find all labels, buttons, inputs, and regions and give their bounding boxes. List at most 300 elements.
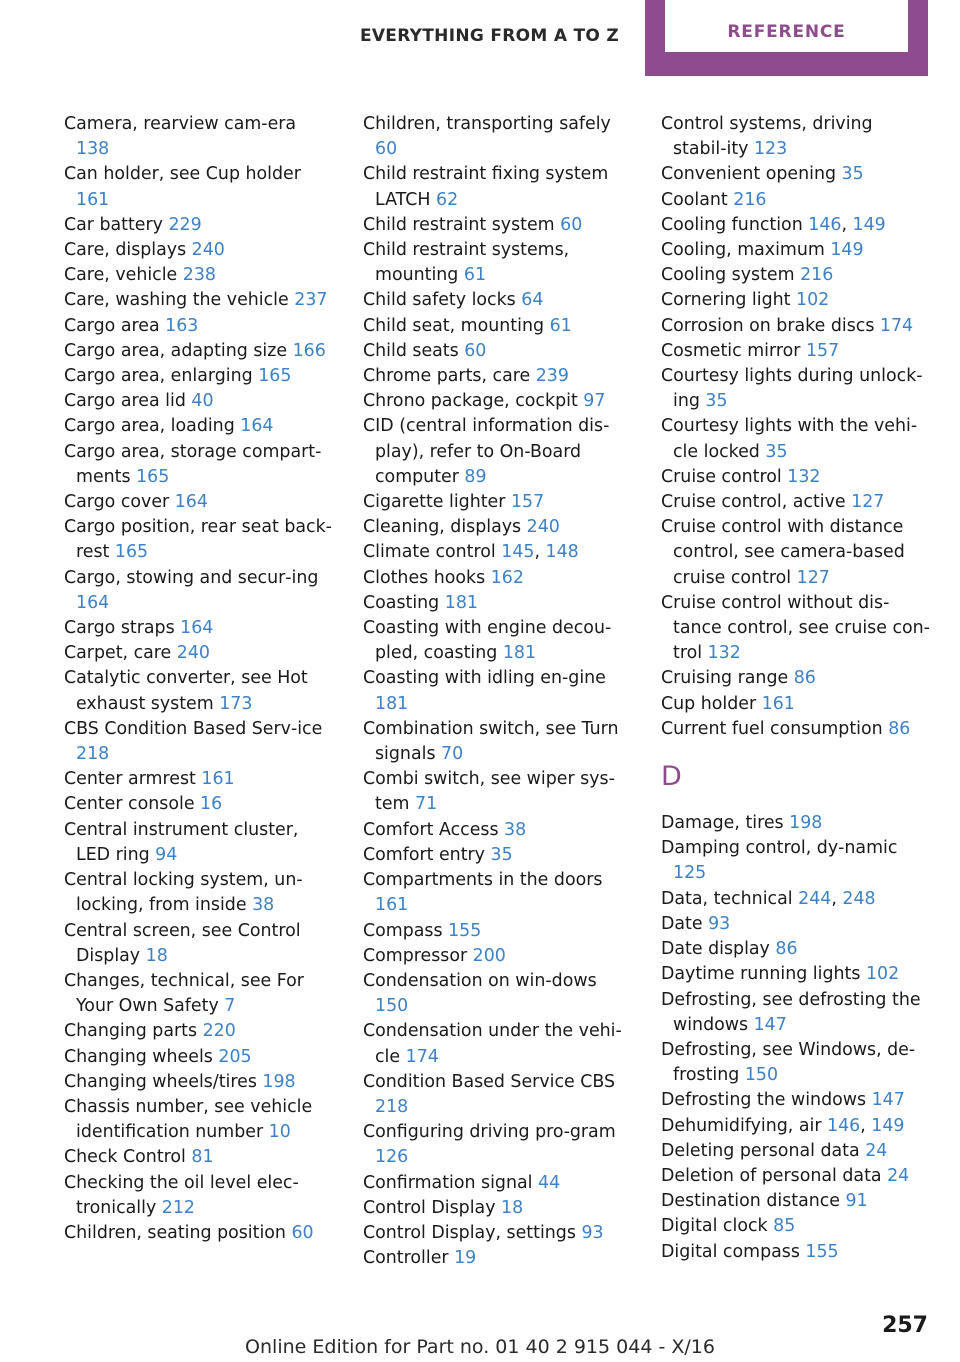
index-entry bbox=[64, 414, 334, 439]
index-column-3 bbox=[661, 112, 931, 1265]
page-link[interactable]: 138 bbox=[76, 139, 110, 160]
index-entry bbox=[363, 339, 633, 364]
index-entry-text: Children, seating position bbox=[64, 1222, 292, 1243]
chapter-tab[interactable] bbox=[645, 0, 928, 76]
index-entry-text: Center console bbox=[64, 794, 201, 815]
index-entry-text: Central instrument cluster, LED ring bbox=[64, 819, 299, 865]
index-entry bbox=[64, 818, 334, 868]
index-entry bbox=[661, 112, 931, 162]
index-entry bbox=[661, 591, 931, 667]
index-entry bbox=[363, 213, 633, 238]
index-entry-text: Comfort Access bbox=[363, 819, 505, 840]
index-entry bbox=[64, 213, 334, 238]
page-link[interactable]: 19 bbox=[454, 1248, 477, 1269]
index-entry-text: Cargo cover bbox=[64, 492, 175, 513]
page-link[interactable]: 161 bbox=[761, 693, 795, 714]
index-entry-text: Condensation under the vehi‐cle bbox=[363, 1021, 622, 1067]
index-entry-text: Catalytic converter, see Hot exhaust system bbox=[64, 668, 308, 714]
index-entry-text: Digital compass bbox=[661, 1241, 806, 1262]
index-entry-text: Courtesy lights during unlock‐ing bbox=[661, 366, 923, 412]
page-link[interactable]: 149 bbox=[852, 214, 886, 235]
page-link[interactable]: 165 bbox=[136, 466, 170, 487]
index-entry bbox=[661, 238, 931, 263]
page-link[interactable]: 127 bbox=[851, 492, 885, 513]
section-title: EVERYTHING FROM A TO Z bbox=[359, 26, 619, 46]
index-entry bbox=[363, 818, 633, 843]
index-entry bbox=[64, 364, 334, 389]
page-link[interactable]: 64 bbox=[521, 290, 544, 311]
index-entry bbox=[64, 969, 334, 1019]
index-entry-text: Clothes hooks bbox=[363, 567, 491, 588]
page-link[interactable]: 126 bbox=[375, 1147, 409, 1168]
index-entry bbox=[363, 1221, 633, 1246]
page-link[interactable]: 173 bbox=[219, 693, 253, 714]
index-entry-text: Control Display, settings bbox=[363, 1222, 582, 1243]
index-entry bbox=[64, 314, 334, 339]
page-link[interactable]: 147 bbox=[871, 1090, 905, 1111]
index-entry bbox=[363, 868, 633, 918]
index-entry-text: Coasting with engine decou‐pled, coasting bbox=[363, 618, 612, 664]
index-entry-text: Climate control bbox=[363, 542, 502, 563]
index-column-1 bbox=[64, 112, 334, 1246]
index-entry bbox=[64, 162, 334, 212]
index-entry-text: Child safety locks bbox=[363, 290, 522, 311]
index-entry bbox=[661, 188, 931, 213]
index-entry bbox=[363, 969, 633, 1019]
index-entry-text: Children, transporting safely bbox=[363, 114, 611, 134]
page-link[interactable]: 24 bbox=[887, 1165, 910, 1186]
index-entry bbox=[661, 213, 931, 238]
page-link[interactable]: 102 bbox=[796, 290, 830, 311]
index-entry bbox=[661, 515, 931, 591]
page-link[interactable]: 61 bbox=[463, 265, 487, 286]
page-link[interactable]: 248 bbox=[842, 888, 876, 909]
index-entry bbox=[363, 566, 633, 591]
index-entry-text: Date bbox=[661, 913, 709, 934]
index-entry bbox=[64, 389, 334, 414]
page-link[interactable]: 132 bbox=[707, 643, 741, 664]
index-entry-text: Defrosting the windows bbox=[661, 1090, 872, 1111]
index-entry bbox=[64, 1221, 334, 1246]
page-link[interactable]: 86 bbox=[775, 939, 798, 960]
index-entry bbox=[363, 389, 633, 414]
page-link[interactable]: 60 bbox=[291, 1222, 314, 1243]
index-entry-text: Care, vehicle bbox=[64, 265, 183, 286]
page-link[interactable]: 157 bbox=[510, 492, 545, 513]
page-link[interactable]: 198 bbox=[789, 813, 823, 834]
page-link[interactable]: 200 bbox=[472, 945, 506, 966]
page-link[interactable]: 239 bbox=[535, 366, 569, 387]
page-link[interactable]: 91 bbox=[845, 1191, 868, 1212]
page-link[interactable]: 164 bbox=[240, 416, 274, 437]
page-link[interactable]: 123 bbox=[753, 139, 788, 160]
page-link[interactable]: 161 bbox=[201, 769, 235, 790]
index-entry bbox=[64, 792, 334, 817]
index-entry bbox=[64, 490, 334, 515]
page-link[interactable]: 174 bbox=[879, 315, 914, 336]
page-separator: , bbox=[534, 542, 546, 563]
index-entry-text: Cargo area, adapting size bbox=[64, 340, 293, 361]
index-entry-text: Condensation on win‐dows bbox=[363, 970, 597, 991]
index-entry-text: Cooling function bbox=[661, 214, 809, 235]
index-entry bbox=[363, 314, 633, 339]
page-link[interactable]: 216 bbox=[800, 265, 834, 286]
index-entry bbox=[363, 717, 633, 767]
index-entry bbox=[661, 314, 931, 339]
index-entry-text: Cargo position, rear seat back‐rest bbox=[64, 517, 332, 563]
page-link[interactable]: 218 bbox=[76, 744, 110, 765]
page-link[interactable]: 7 bbox=[224, 996, 236, 1017]
index-entry bbox=[363, 364, 633, 389]
page-link[interactable]: 240 bbox=[526, 517, 560, 538]
index-entry-text: Can holder, see Cup holder bbox=[64, 164, 301, 185]
index-entry-text: Cruise control with distance control, see camera-based cruise control bbox=[661, 517, 905, 588]
page-link[interactable]: 60 bbox=[375, 139, 398, 160]
index-entry bbox=[363, 515, 633, 540]
page-link[interactable]: 125 bbox=[673, 863, 707, 884]
page-link[interactable]: 35 bbox=[841, 164, 864, 185]
index-entry bbox=[64, 1070, 334, 1095]
page-link[interactable]: 93 bbox=[581, 1222, 604, 1243]
index-entry bbox=[661, 962, 931, 987]
index-entry-text: Control systems, driving stabil‐ity bbox=[661, 114, 873, 160]
index-entry bbox=[64, 288, 334, 313]
page-link[interactable]: 229 bbox=[168, 214, 202, 235]
index-entry-text: Convenient opening bbox=[661, 164, 842, 185]
index-entry-text: Checking the oil level elec‐tronically bbox=[64, 1172, 299, 1218]
page-link[interactable]: 148 bbox=[545, 542, 579, 563]
page-link[interactable]: 220 bbox=[202, 1021, 236, 1042]
index-entry-text: Coolant bbox=[661, 189, 734, 210]
page-link[interactable]: 38 bbox=[504, 819, 527, 840]
index-entry bbox=[363, 1019, 633, 1069]
page-link[interactable]: 181 bbox=[375, 693, 409, 714]
index-entry-text: Coasting bbox=[363, 592, 445, 613]
index-entry bbox=[363, 1070, 633, 1120]
index-entry-text: Date display bbox=[661, 939, 776, 960]
index-entry bbox=[661, 465, 931, 490]
page-link[interactable]: 60 bbox=[464, 340, 487, 361]
footer-edition: Online Edition for Part no. 01 40 2 915 044 - X/16 bbox=[245, 1336, 715, 1358]
index-entry bbox=[363, 767, 633, 817]
index-entry bbox=[363, 616, 633, 666]
index-entry-text: Changes, technical, see For Your Own Safety bbox=[64, 970, 304, 1017]
page-link[interactable]: 18 bbox=[501, 1197, 524, 1218]
page-link[interactable]: 16 bbox=[200, 794, 223, 815]
page-link[interactable]: 240 bbox=[191, 240, 225, 261]
index-entry-text: Cargo, stowing and secur‐ing bbox=[64, 567, 319, 588]
index-entry bbox=[363, 591, 633, 616]
page-link[interactable]: 93 bbox=[708, 913, 731, 934]
index-entry bbox=[64, 919, 334, 969]
page-separator: , bbox=[831, 888, 843, 909]
page-link[interactable]: 237 bbox=[294, 290, 328, 311]
page-link[interactable]: 146 bbox=[808, 214, 842, 235]
index-entry bbox=[661, 692, 931, 717]
page-link[interactable]: 132 bbox=[787, 466, 821, 487]
index-entry-text: Compartments in the doors bbox=[363, 870, 603, 891]
index-entry bbox=[661, 1164, 931, 1189]
index-entry bbox=[64, 717, 334, 767]
index-entry-text: Changing wheels/tires bbox=[64, 1071, 263, 1092]
page-link[interactable]: 198 bbox=[262, 1071, 296, 1092]
page-separator: , bbox=[860, 1115, 872, 1136]
index-entry-text: Central locking system, un‐locking, from inside bbox=[64, 870, 303, 916]
index-entry bbox=[64, 666, 334, 716]
index-entry bbox=[661, 988, 931, 1038]
index-entry bbox=[363, 1196, 633, 1221]
index-entry bbox=[661, 339, 931, 364]
index-entry bbox=[661, 1139, 931, 1164]
index-entry-text: Cosmetic mirror bbox=[661, 340, 806, 361]
page-link[interactable]: 62 bbox=[436, 189, 459, 210]
index-entry-text: Courtesy lights with the vehi‐cle locked bbox=[661, 416, 918, 462]
index-entry bbox=[363, 1171, 633, 1196]
index-entry-text: Chrono package, cockpit bbox=[363, 391, 584, 412]
index-entry-text: Corrosion on brake discs bbox=[661, 315, 880, 336]
index-entry-text: Coasting with idling en‐gine bbox=[363, 668, 606, 689]
index-entry-text: Data, technical bbox=[661, 888, 799, 909]
page-separator: , bbox=[841, 214, 853, 235]
index-entry-text: Cooling system bbox=[661, 265, 801, 286]
index-entry-text: Central screen, see Control Display bbox=[64, 920, 301, 966]
index-entry-text: Carpet, care bbox=[64, 643, 177, 664]
index-entry-text: Child restraint systems, mounting bbox=[363, 240, 570, 286]
index-entry-text: Daytime running lights bbox=[661, 964, 866, 985]
index-entry-text: Center armrest bbox=[64, 769, 202, 790]
index-entry bbox=[363, 162, 633, 212]
page-link[interactable]: 89 bbox=[464, 466, 487, 487]
index-entry bbox=[661, 364, 931, 414]
index-entry-text: Chassis number, see vehicle identification number bbox=[64, 1096, 313, 1143]
index-entry bbox=[64, 1095, 334, 1145]
index-entry-text: Condition Based Service CBS bbox=[363, 1071, 616, 1092]
index-entry-text: Compass bbox=[363, 920, 449, 941]
index-letter-heading: D bbox=[661, 761, 682, 793]
index-entry bbox=[661, 1038, 931, 1088]
index-entry bbox=[363, 288, 633, 313]
page-link[interactable]: 157 bbox=[805, 340, 840, 361]
index-entry-text: Deletion of personal data bbox=[661, 1165, 888, 1186]
index-entry-text: Damping control, dy‐namic bbox=[661, 838, 898, 859]
page-link[interactable]: 70 bbox=[441, 744, 464, 765]
index-entry bbox=[661, 490, 931, 515]
page-link[interactable]: 174 bbox=[405, 1046, 439, 1067]
index-entry bbox=[363, 540, 633, 565]
index-entry bbox=[661, 887, 931, 912]
index-entry-text: Camera, rearview cam‐era bbox=[64, 114, 297, 134]
page-link[interactable]: 85 bbox=[773, 1216, 796, 1237]
page-link[interactable]: 181 bbox=[502, 643, 537, 664]
index-entry bbox=[661, 1088, 931, 1113]
index-entry-text: Comfort entry bbox=[363, 844, 491, 865]
index-entry-text: Child restraint system bbox=[363, 214, 561, 235]
index-entry-text: Child seat, mounting bbox=[363, 315, 550, 336]
index-entry bbox=[363, 112, 633, 162]
index-entry-text: Cargo area, loading bbox=[64, 416, 241, 437]
index-entry-text: Compressor bbox=[363, 945, 473, 966]
index-entry bbox=[64, 515, 334, 565]
page-link[interactable]: 149 bbox=[830, 240, 864, 261]
index-entry bbox=[64, 112, 334, 162]
index-entry-text: Cruise control, active bbox=[661, 492, 852, 513]
index-entry bbox=[64, 1019, 334, 1044]
index-entry bbox=[661, 1214, 931, 1239]
page-link[interactable]: 164 bbox=[180, 618, 214, 639]
page-link[interactable]: 81 bbox=[191, 1147, 214, 1168]
index-entry-text: Configuring driving pro‐gram bbox=[363, 1122, 616, 1143]
index-entry-text: Dehumidifying, air bbox=[661, 1115, 828, 1136]
index-entry bbox=[661, 1240, 931, 1265]
page-link[interactable]: 150 bbox=[375, 996, 409, 1017]
page-link[interactable]: 147 bbox=[753, 1014, 787, 1035]
index-entry-text: Cruise control without dis‐tance control, see cruise con‐trol bbox=[661, 592, 930, 664]
page-link[interactable]: 166 bbox=[292, 340, 326, 361]
index-column-2 bbox=[363, 112, 633, 1271]
page-link[interactable]: 35 bbox=[765, 441, 788, 462]
page-link[interactable]: 10 bbox=[268, 1122, 291, 1143]
index-entry bbox=[363, 666, 633, 716]
index-entry bbox=[363, 414, 633, 490]
page-link[interactable]: 216 bbox=[733, 189, 767, 210]
index-entry bbox=[64, 566, 334, 616]
index-entry-text: Damage, tires bbox=[661, 813, 790, 834]
page-link[interactable]: 86 bbox=[888, 718, 911, 739]
index-entry-text: Deleting personal data bbox=[661, 1140, 866, 1161]
chapter-tab-label: REFERENCE bbox=[665, 0, 908, 52]
index-entry-text: Chrome parts, care bbox=[363, 366, 536, 387]
index-entry bbox=[363, 843, 633, 868]
index-entry-text: Combi switch, see wiper sys‐tem bbox=[363, 769, 615, 815]
page-link[interactable]: 155 bbox=[805, 1241, 839, 1262]
index-entry-text: Cruising range bbox=[661, 668, 794, 689]
index-entry bbox=[64, 339, 334, 364]
index-entry-text: CID (central information dis‐play), refer to On-Board computer bbox=[363, 416, 610, 487]
index-entry bbox=[661, 1114, 931, 1139]
index-entry bbox=[661, 666, 931, 691]
page-link[interactable]: 150 bbox=[744, 1065, 779, 1086]
index-entry bbox=[64, 1145, 334, 1170]
index-entry-text: Cooling, maximum bbox=[661, 240, 831, 261]
page-link[interactable]: 161 bbox=[375, 895, 409, 916]
page-link[interactable]: 165 bbox=[258, 366, 292, 387]
index-entry-text: Cruise control bbox=[661, 466, 788, 487]
index-entry bbox=[363, 1246, 633, 1271]
page-link[interactable]: 244 bbox=[798, 888, 832, 909]
index-entry bbox=[363, 1120, 633, 1170]
index-entry bbox=[661, 414, 931, 464]
index-entry bbox=[661, 717, 931, 742]
index-entry-text: Changing wheels bbox=[64, 1046, 219, 1067]
page-link[interactable]: 218 bbox=[375, 1096, 409, 1117]
page-link[interactable]: 61 bbox=[549, 315, 572, 336]
page-link[interactable]: 212 bbox=[161, 1197, 195, 1218]
index-entry-text: Defrosting, see defrosting the windows bbox=[661, 989, 921, 1035]
index-entry-text: Cargo straps bbox=[64, 618, 181, 639]
index-entry bbox=[363, 919, 633, 944]
index-entry-text: Changing parts bbox=[64, 1021, 203, 1042]
index-entry-text: Confirmation signal bbox=[363, 1172, 539, 1193]
index-entry bbox=[64, 1045, 334, 1070]
index-entry-text: Check Control bbox=[64, 1147, 192, 1168]
index-entry-text: Cornering light bbox=[661, 290, 796, 311]
index-entry-text: Combination switch, see Turn signals bbox=[363, 718, 619, 765]
index-entry-text: Cargo area lid bbox=[64, 391, 192, 412]
page-link[interactable]: 44 bbox=[538, 1172, 561, 1193]
index-entry bbox=[64, 440, 334, 490]
index-entry bbox=[64, 868, 334, 918]
index-entry bbox=[661, 1189, 931, 1214]
page-link[interactable]: 205 bbox=[218, 1046, 252, 1067]
page-link[interactable]: 94 bbox=[155, 844, 178, 865]
index-entry bbox=[64, 263, 334, 288]
page-link[interactable]: 38 bbox=[252, 895, 275, 916]
index-entry bbox=[661, 811, 931, 836]
index-entry bbox=[64, 238, 334, 263]
index-entry-text: CBS Condition Based Serv‐ice bbox=[64, 718, 323, 739]
index-entry-text: Car battery bbox=[64, 214, 169, 235]
index-entry-text: Child seats bbox=[363, 340, 465, 361]
page-link[interactable]: 35 bbox=[705, 391, 728, 412]
page-link[interactable]: 149 bbox=[871, 1115, 905, 1136]
index-entry bbox=[661, 836, 931, 886]
page-link[interactable]: 24 bbox=[865, 1140, 888, 1161]
index-entry-text: Controller bbox=[363, 1248, 455, 1269]
page-link[interactable]: 60 bbox=[560, 214, 583, 235]
index-entry-text: Digital clock bbox=[661, 1216, 774, 1237]
page-link[interactable]: 238 bbox=[182, 265, 216, 286]
index-entry bbox=[661, 162, 931, 187]
index-entry-text: Care, displays bbox=[64, 240, 192, 261]
page-link[interactable]: 86 bbox=[793, 668, 816, 689]
page-link[interactable]: 164 bbox=[174, 492, 208, 513]
page-link[interactable]: 155 bbox=[448, 920, 482, 941]
page-link[interactable]: 97 bbox=[583, 391, 606, 412]
index-entry-text: Child restraint fixing system LATCH bbox=[363, 164, 609, 210]
page-link[interactable]: 102 bbox=[865, 964, 900, 985]
index-entry bbox=[661, 263, 931, 288]
page-link[interactable]: 127 bbox=[796, 567, 830, 588]
page-link[interactable]: 165 bbox=[114, 542, 149, 563]
page-number: 257 bbox=[882, 1313, 928, 1338]
index-entry-text: Current fuel consumption bbox=[661, 718, 889, 739]
page-link[interactable]: 181 bbox=[444, 592, 478, 613]
page-link[interactable]: 40 bbox=[191, 391, 214, 412]
index-entry bbox=[64, 767, 334, 792]
index-entry-text: Cup holder bbox=[661, 693, 762, 714]
index-entry bbox=[363, 944, 633, 969]
page-link[interactable]: 35 bbox=[490, 844, 513, 865]
page-link[interactable]: 240 bbox=[176, 643, 210, 664]
page-link[interactable]: 71 bbox=[415, 794, 438, 815]
page-link[interactable]: 146 bbox=[827, 1115, 861, 1136]
page-link[interactable]: 161 bbox=[76, 189, 110, 210]
index-entry-text: Care, washing the vehicle bbox=[64, 290, 295, 311]
page-link[interactable]: 162 bbox=[490, 567, 524, 588]
index-entry bbox=[661, 912, 931, 937]
index-entry-text: Defrosting, see Windows, de‐frosting bbox=[661, 1039, 916, 1086]
index-entry bbox=[363, 238, 633, 288]
page-link[interactable]: 18 bbox=[145, 945, 168, 966]
index-entry-text: Control Display bbox=[363, 1197, 502, 1218]
index-entry-text: Cargo area, enlarging bbox=[64, 366, 259, 387]
page-link[interactable]: 145 bbox=[501, 542, 535, 563]
index-entry bbox=[363, 490, 633, 515]
index-entry-text: Cleaning, displays bbox=[363, 517, 527, 538]
page-link[interactable]: 163 bbox=[165, 315, 199, 336]
page-link[interactable]: 164 bbox=[76, 592, 110, 613]
index-entry-text: Destination distance bbox=[661, 1191, 846, 1212]
